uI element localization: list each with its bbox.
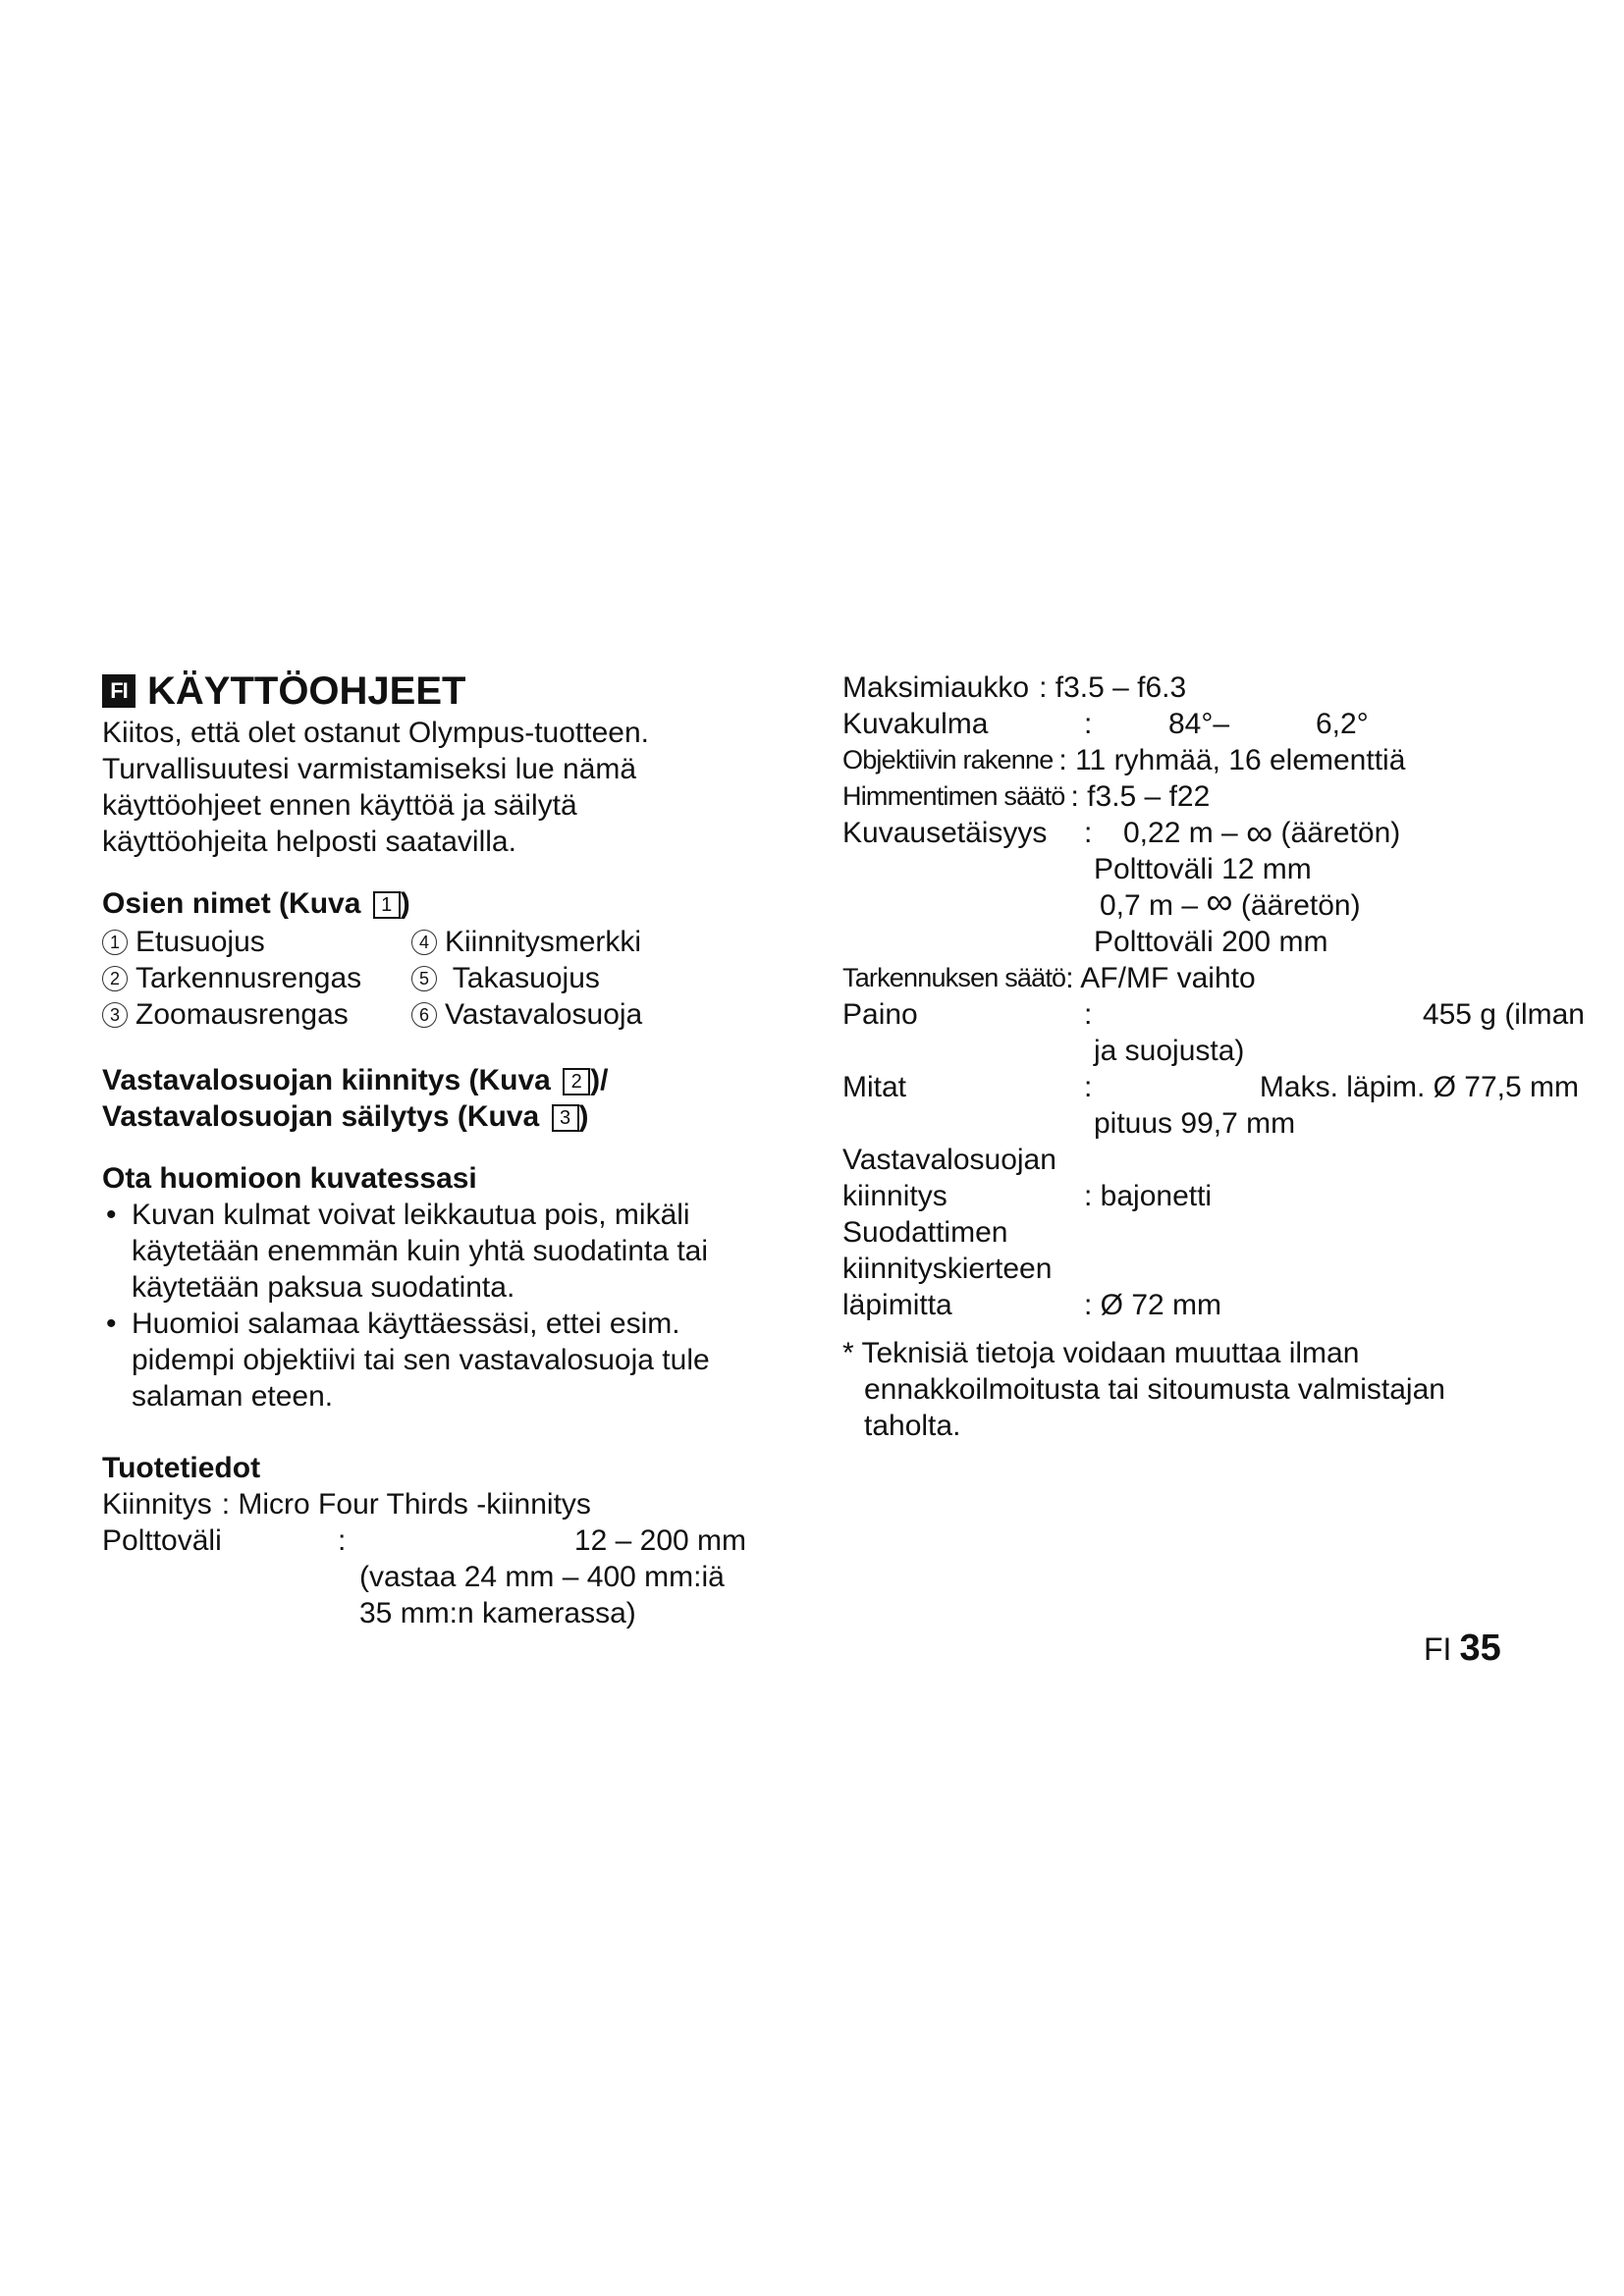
infinity-symbol: ∞ [1246,813,1273,854]
part-label: Tarkennusrengas [135,962,362,994]
parts-list [102,924,770,1033]
spec-label: Maksimiaukko [842,671,1030,704]
spec-value: : AF/MF vaihto [1065,962,1256,994]
distance-max: (ääretön) [1240,889,1361,922]
spec-label: Objektiivin rakenne [842,745,1054,774]
intro-line: Turvallisuutesi varmistamiseksi lue nämä [102,753,637,785]
spec-value: 455 g (ilman [1422,998,1585,1031]
footnote-line: ennakkoilmoitusta tai sitoumusta valmistajan [864,1373,1445,1406]
spec-mount [102,1486,770,1522]
distance-max: (ääretön) [1280,817,1401,849]
part-number: 6 [411,1002,437,1028]
hood-line2-text: Vastavalosuojan säilytys (Kuva [102,1100,548,1133]
spec-colon: : [338,1524,347,1557]
spec-value: 84°– [1168,708,1230,740]
left-column [102,667,770,1631]
parts-heading-close: ) [400,887,410,920]
spec-value: : f3.5 – f22 [1070,780,1211,813]
part-number: 4 [411,930,437,955]
spec-colon: : [1084,817,1093,849]
spec-focal [102,1522,770,1559]
intro-line: Kiitos, että olet ostanut Olympus-tuotteen. [102,717,649,749]
part-label: Zoomausrengas [135,998,349,1031]
part-item [102,960,411,996]
spec-label: Paino [842,998,918,1031]
spec-dimensions-note: pituus 99,7 mm [1094,1107,1296,1140]
spec-distance [842,813,1589,854]
part-number: 2 [102,966,128,991]
spec-label: Himmentimen säätö [842,781,1065,811]
spec-aperture [842,669,1589,706]
spec-dimensions [842,1069,1589,1105]
part-item [411,996,706,1033]
page-heading [102,667,770,715]
part-label: Vastavalosuoja [445,998,643,1031]
hood-line1-text: Vastavalosuojan kiinnitys (Kuva [102,1064,560,1096]
part-label: Kiinnitysmerkki [445,926,642,958]
part-label: Takasuojus [445,962,600,994]
part-item [102,924,411,960]
part-number: 5 [411,966,437,991]
spec-focal-note: 35 mm:n kamerassa) [359,1597,636,1629]
hood-heading [102,1062,770,1135]
language-badge: FI [102,674,135,708]
part-number: 3 [102,1002,128,1028]
spec-filter [842,1287,1589,1323]
figure-ref-box: 1 [373,891,401,919]
spec-weight [842,996,1589,1033]
spec-value: 12 – 200 mm [573,1524,746,1557]
part-item [102,996,411,1033]
spec-distance-line [842,881,1589,924]
distance-min: 0,7 m – [1100,889,1199,922]
spec-label: Polttoväli [102,1524,222,1557]
spec-label: läpimitta [842,1289,952,1321]
infinity-symbol: ∞ [1206,881,1233,923]
spec-hood-mount [842,1178,1589,1214]
spec-distance-note: Polttoväli 12 mm [1094,853,1312,885]
page-number [1424,1628,1501,1670]
spec-construction [842,742,1589,778]
note-item: • Huomioi salamaa käyttäessäsi, ettei esim. pidempi objektiivi tai sen vastavalosuoja tule salaman eteen. [102,1306,770,1415]
spec-filter-label: kiinnityskierteen [842,1253,1053,1285]
part-label: Etusuojus [135,926,265,958]
hood-heading-line [102,1098,770,1135]
spec-weight-note: ja suojusta) [1094,1035,1245,1067]
spec-value: 6,2° [1316,708,1369,740]
notes-list [102,1197,770,1415]
hood-line1-close: )/ [590,1064,609,1096]
parts-heading [102,885,770,922]
spec-label: kiinnitys [842,1180,947,1212]
notes-heading: Ota huomioon kuvatessasi [102,1162,477,1195]
spec-focal-note: (vastaa 24 mm – 400 mm:iä [359,1561,725,1593]
page-number-value: 35 [1459,1628,1501,1669]
spec-aperture-control [842,778,1589,815]
intro-line: käyttöohjeita helposti saatavilla. [102,826,516,858]
spec-angle [842,706,1589,742]
part-number: 1 [102,930,128,955]
parts-heading-text: Osien nimet (Kuva [102,887,369,920]
spec-value: : Ø 72 mm [1084,1289,1222,1321]
hood-line2-close: ) [578,1100,589,1133]
hood-heading-line [102,1062,770,1098]
spec-label: Kuvakulma [842,708,989,740]
footnote-line: * Teknisiä tietoja voidaan muuttaa ilman [842,1337,1360,1369]
part-item [411,924,706,960]
page-title: KÄYTTÖOHJEET [147,669,466,713]
part-item [411,960,706,996]
spec-label: Tarkennuksen säätö [842,963,1066,992]
spec-value: : bajonetti [1084,1180,1213,1212]
spec-value: : Micro Four Thirds -kiinnitys [221,1488,591,1521]
intro-line: käyttöohjeet ennen käyttöä ja säilytä [102,789,577,822]
spec-colon: : [1084,998,1093,1031]
spec-label: Kiinnitys [102,1488,212,1521]
spec-focus [842,960,1589,996]
right-column [842,669,1589,1444]
spec-colon: : [1084,708,1093,740]
spec-value: : f3.5 – f6.3 [1039,671,1187,704]
spec-value: Maks. läpim. Ø 77,5 mm [1259,1071,1579,1103]
spec-hood-mount-label: Vastavalosuojan [842,1144,1056,1176]
distance-min: 0,22 m – [1123,817,1238,849]
figure-ref-box: 3 [552,1104,579,1132]
note-item: • Kuvan kulmat voivat leikkautua pois, mikäli käytetään enemmän kuin yhtä suodatinta tai käytetään paksua suodatinta. [102,1197,770,1306]
page-lang: FI [1424,1631,1452,1667]
intro-text [102,715,770,860]
spec-value [1123,813,1401,854]
spec-label: Kuvausetäisyys [842,817,1048,849]
footnote [842,1335,1589,1444]
footnote-line: taholta. [864,1410,961,1442]
spec-colon: : [1084,1071,1093,1103]
figure-ref-box: 2 [563,1068,590,1095]
spec-value: : 11 ryhmää, 16 elementtiä [1058,744,1406,776]
spec-distance-note: Polttoväli 200 mm [1094,926,1328,958]
spec-label: Mitat [842,1071,907,1103]
product-heading: Tuotetiedot [102,1452,261,1484]
spec-filter-label: Suodattimen [842,1216,1008,1249]
